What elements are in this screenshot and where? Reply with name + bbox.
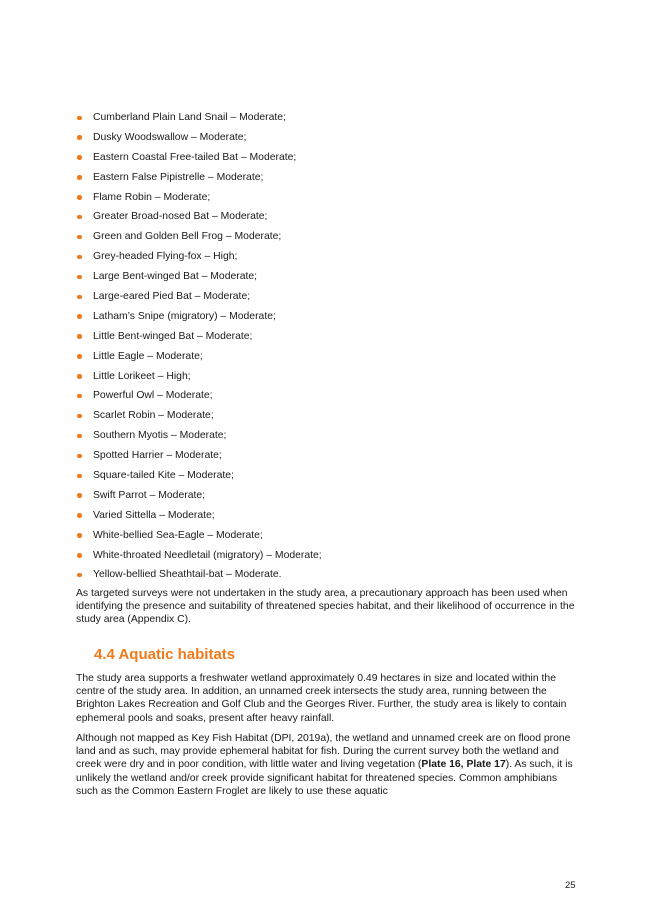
list-item <box>76 386 586 406</box>
list-item <box>76 227 586 247</box>
bullet-icon <box>77 275 82 280</box>
list-item-text: Swift Parrot – Moderate; <box>93 489 206 501</box>
bullet-icon <box>77 195 82 200</box>
aquatic-paragraph-1: The study area supports a freshwater wetland approximately 0.49 hectares in size and located within the centre of the study area. In addition, an unnamed creek intersects the study area, running between the Brighton Lakes Recreation and Golf Club and the Georges River. Further, the study area is likely to contain ephemeral pools and soaks, present after heavy rainfall. <box>76 673 567 724</box>
bullet-icon <box>77 255 82 260</box>
bullet-icon <box>77 334 82 339</box>
list-item-text: Square-tailed Kite – Moderate; <box>93 470 234 482</box>
plate-separator: , <box>460 759 467 771</box>
bullet-icon <box>77 155 82 160</box>
bullet-icon <box>77 116 82 121</box>
list-item-text: Greater Broad-nosed Bat – Moderate; <box>93 211 268 223</box>
bullet-icon <box>77 493 82 498</box>
list-item <box>76 347 586 367</box>
paragraph-text: ). As such, it is unlikely the wetland and/or creek provide significant habitat for threatened species. Common amphibians such as the Common Eastern Froglet are likely to use these aquatic <box>76 759 573 797</box>
list-item-text: Varied Sittella – Moderate; <box>93 509 215 521</box>
list-item <box>76 546 586 566</box>
list-item-text: Little Lorikeet – High; <box>93 370 191 382</box>
list-item-text: White-bellied Sea-Eagle – Moderate; <box>93 529 263 541</box>
list-item <box>76 466 586 486</box>
list-item <box>76 148 586 168</box>
bullet-icon <box>77 474 82 479</box>
bullet-icon <box>77 553 82 558</box>
bullet-icon <box>77 414 82 419</box>
species-likelihood-list <box>76 108 586 585</box>
list-item <box>76 446 586 466</box>
list-item-text: Latham’s Snipe (migratory) – Moderate; <box>93 310 276 322</box>
list-item <box>76 247 586 267</box>
list-item <box>76 108 586 128</box>
bullet-icon <box>77 374 82 379</box>
list-item-text: Large-eared Pied Bat – Moderate; <box>93 291 251 303</box>
list-item-text: Cumberland Plain Land Snail – Moderate; <box>93 112 286 123</box>
list-item-text: Yellow-bellied Sheathtail-bat – Moderate. <box>93 569 282 581</box>
section-heading: 4.4 Aquatic habitats <box>94 646 236 663</box>
plate-reference: Plate 17 <box>466 759 506 771</box>
aquatic-paragraph-2 <box>76 732 581 798</box>
list-item <box>76 327 586 347</box>
list-item <box>76 168 586 188</box>
list-item-text: Scarlet Robin – Moderate; <box>93 410 214 422</box>
list-item-text: Eastern Coastal Free-tailed Bat – Moderate; <box>93 151 297 163</box>
bullet-icon <box>77 295 82 300</box>
bullet-icon <box>77 175 82 180</box>
list-item-text: Powerful Owl – Moderate; <box>93 390 213 402</box>
list-item-text: Dusky Woodswallow – Moderate; <box>93 131 247 143</box>
list-item <box>76 207 586 227</box>
bullet-icon <box>77 573 82 578</box>
list-item <box>76 287 586 307</box>
list-item <box>76 188 586 208</box>
list-item-text: Large Bent-winged Bat – Moderate; <box>93 271 258 283</box>
list-item-text: Green and Golden Bell Frog – Moderate; <box>93 231 282 243</box>
paragraph-text: Although not mapped as Key Fish Habitat (DPI, 2019a), the wetland and unnamed creek are on flood prone land and as such, may provide ephemeral habitat for fish. During the current survey both the wetland and creek were dry and in poor condition, with little water and living vegetation ( <box>76 733 571 771</box>
list-item <box>76 565 586 585</box>
list-item <box>76 406 586 426</box>
page-number: 25 <box>565 880 576 891</box>
bullet-icon <box>77 454 82 459</box>
bullet-icon <box>77 314 82 319</box>
bullet-icon <box>77 533 82 538</box>
list-item-text: Flame Robin – Moderate; <box>93 191 211 203</box>
bullet-icon <box>77 354 82 359</box>
list-item <box>76 307 586 327</box>
list-item <box>76 526 586 546</box>
list-item <box>76 367 586 387</box>
list-item <box>76 506 586 526</box>
list-item-text: Spotted Harrier – Moderate; <box>93 450 222 462</box>
list-item <box>76 128 586 148</box>
bullet-icon <box>77 394 82 399</box>
list-item <box>76 267 586 287</box>
bullet-icon <box>77 135 82 140</box>
list-item-text: White-throated Needletail (migratory) – Moderate; <box>93 549 322 561</box>
intro-paragraph: As targeted surveys were not undertaken in the study area, a precautionary approach has been used when identifying the presence and suitability of threatened species habitat, and their likelihood of occurrence in the study area (Appendix C). <box>76 588 575 626</box>
list-item <box>76 486 586 506</box>
bullet-icon <box>77 215 82 220</box>
list-item-text: Southern Myotis – Moderate; <box>93 430 227 442</box>
list-item <box>76 426 586 446</box>
bullet-icon <box>77 434 82 439</box>
bullet-icon <box>77 513 82 518</box>
list-item-text: Little Bent-winged Bat – Moderate; <box>93 330 253 342</box>
list-item-text: Little Eagle – Moderate; <box>93 350 203 362</box>
plate-reference: Plate 16 <box>421 759 461 771</box>
list-item-text: Grey-headed Flying-fox – High; <box>93 251 238 263</box>
list-item-text: Eastern False Pipistrelle – Moderate; <box>93 171 264 183</box>
bullet-icon <box>77 235 82 240</box>
